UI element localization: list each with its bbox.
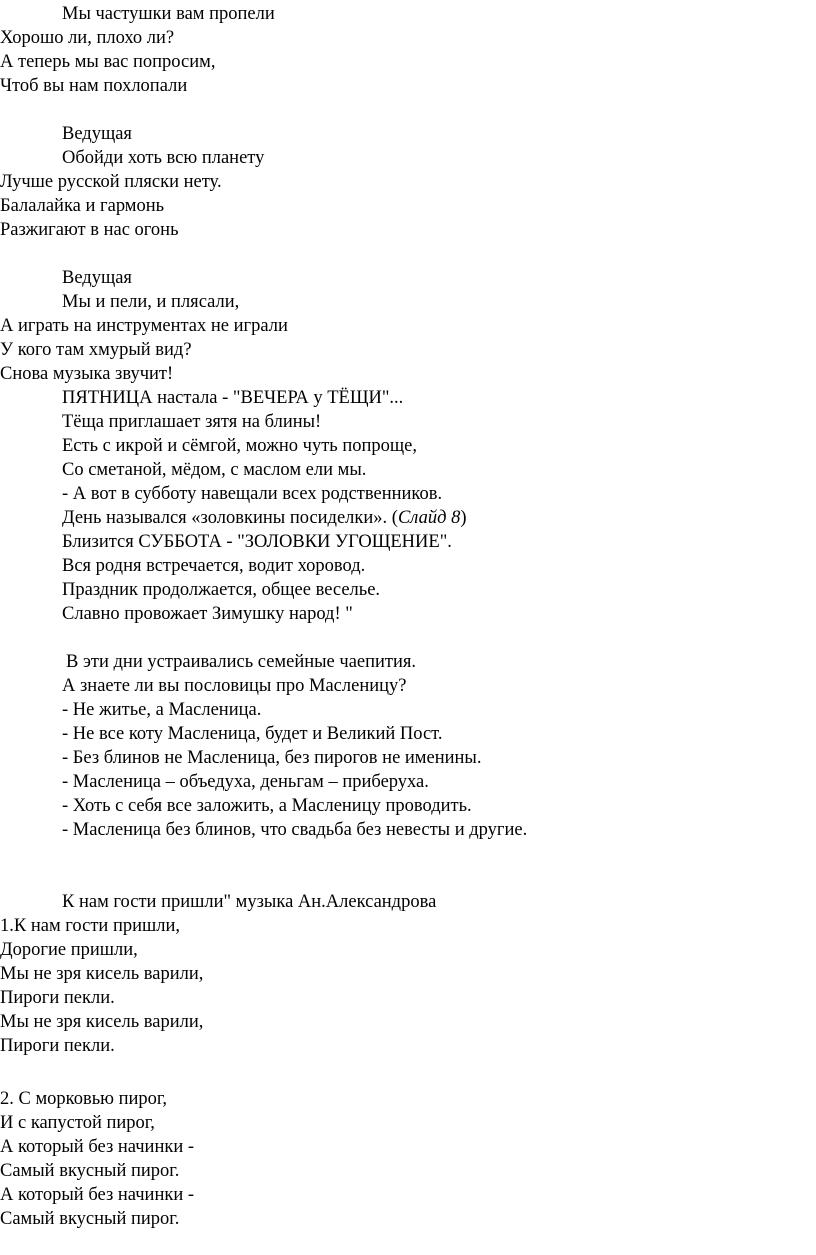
text-line: Мы частушки вам пропели bbox=[62, 4, 275, 24]
text-line: Праздник продолжается, общее веселье. bbox=[62, 580, 381, 600]
text-line: - А вот в субботу навещали всех родственников. bbox=[62, 484, 443, 504]
text-line: А который без начинки - bbox=[0, 1185, 195, 1205]
text-segment: ) bbox=[460, 508, 467, 528]
text-line: Близится СУББОТА - "ЗОЛОВКИ УГОЩЕНИЕ". bbox=[62, 532, 452, 552]
text-line: Самый вкусный пирог. bbox=[0, 1161, 180, 1181]
text-line: Вся родня встречается, водит хоровод. bbox=[62, 556, 366, 576]
text-line: Пироги пекли. bbox=[0, 1036, 115, 1056]
text-line: Разжигают в нас огонь bbox=[0, 220, 179, 240]
text-line: Мы не зря кисель варили, bbox=[0, 964, 204, 984]
text-line: Снова музыка звучит! bbox=[0, 364, 174, 384]
speaker-label: Ведущая bbox=[62, 124, 132, 144]
text-line: Пироги пекли. bbox=[0, 988, 115, 1008]
text-line: Самый вкусный пирог. bbox=[0, 1209, 180, 1229]
text-line: Есть с икрой и сёмгой, можно чуть попроще, bbox=[62, 436, 417, 456]
text-line bbox=[62, 506, 467, 530]
text-line: Лучше русской пляски нету. bbox=[0, 172, 222, 192]
text-line: Чтоб вы нам похлопали bbox=[0, 76, 188, 96]
text-line: 1.К нам гости пришли, bbox=[0, 916, 180, 936]
text-line: В эти дни устраивались семейные чаепития. bbox=[66, 652, 417, 672]
text-line: И с капустой пирог, bbox=[0, 1113, 155, 1133]
text-line: А который без начинки - bbox=[0, 1137, 195, 1157]
text-line: - Не житье, а Масленица. bbox=[62, 700, 262, 720]
text-line: А теперь мы вас попросим, bbox=[0, 52, 216, 72]
text-line: ПЯТНИЦА настала - "ВЕЧЕРА у ТЁЩИ"... bbox=[62, 388, 404, 408]
slide-reference: Слайд 8 bbox=[397, 508, 461, 528]
text-line: У кого там хмурый вид? bbox=[0, 340, 192, 360]
text-line: А знаете ли вы пословицы про Масленицу? bbox=[62, 676, 407, 696]
text-line: - Масленица без блинов, что свадьба без невесты и другие. bbox=[62, 820, 528, 840]
text-line: - Масленица – объедуха, деньгам – приберуха. bbox=[62, 772, 429, 792]
text-segment: День назывался «золовкины посиделки». ( bbox=[62, 508, 398, 528]
text-line: - Хоть с себя все заложить, а Масленицу проводить. bbox=[62, 796, 472, 816]
song-title: К нам гости пришли" музыка Ан.Александрова bbox=[62, 892, 437, 912]
speaker-label: Ведущая bbox=[62, 268, 132, 288]
text-line: 2. С морковью пирог, bbox=[0, 1089, 168, 1109]
text-line: - Не все коту Масленица, будет и Великий Пост. bbox=[62, 724, 443, 744]
text-line: Хорошо ли, плохо ли? bbox=[0, 28, 175, 48]
text-line: Славно провожает Зимушку народ! " bbox=[62, 604, 353, 624]
text-line: Тёща приглашает зятя на блины! bbox=[62, 412, 322, 432]
text-line: Мы и пели, и плясали, bbox=[62, 292, 240, 312]
text-line: Мы не зря кисель варили, bbox=[0, 1012, 204, 1032]
text-line: Обойди хоть всю планету bbox=[62, 148, 265, 168]
text-line: Балалайка и гармонь bbox=[0, 196, 165, 216]
text-line: Дорогие пришли, bbox=[0, 940, 138, 960]
text-line: А играть на инструментах не играли bbox=[0, 316, 288, 336]
text-line: Со сметаной, мёдом, с маслом ели мы. bbox=[62, 460, 367, 480]
text-line: - Без блинов не Масленица, без пирогов не именины. bbox=[62, 748, 482, 768]
